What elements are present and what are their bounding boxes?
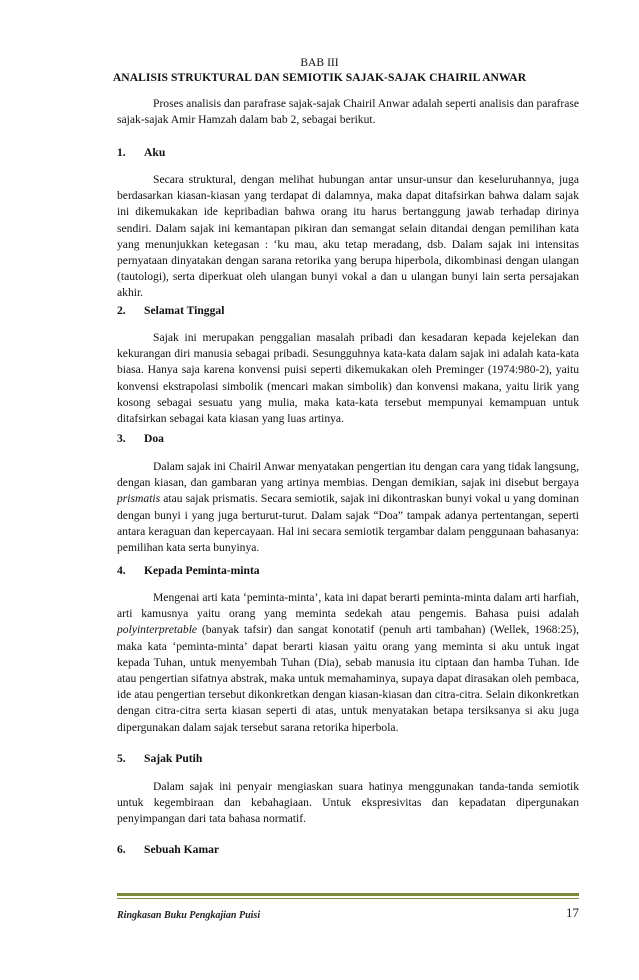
intro-text: Proses analisis dan parafrase sajak-sajak Chairil Anwar adalah seperti analisis dan parafrase sajak-sajak Amir Hamzah dalam bab 2, sebagai berikut. (117, 97, 579, 127)
section-heading-kepada-peminta-minta (117, 564, 260, 577)
section-body-text-part-1: Mengenai arti kata ‘peminta-minta’, kata ini dapat berarti peminta-minta dalam arti harfiah, arti kamusnya yaitu orang yang meminta sedekah atau pengemis. Bahasa puisi adalah (117, 591, 579, 621)
section-number: 2. (117, 304, 126, 317)
footer-rule-thick (117, 893, 579, 896)
section-number: 5. (117, 752, 126, 765)
section-heading-sajak-putih (117, 752, 202, 765)
section-heading-sebuah-kamar (117, 843, 219, 856)
section-body-text-part-2: (banyak tafsir) dan sangat konotatif (penuh arti tambahan) (Wellek, 1968:25), maka kata ‘peminta-minta’ dapat berarti kiasan yaitu orang yang meminta si aku untuk ingat kepada Tuhan, untuk menyembah Tuhan (Dia), sebab manusia itu ciptaan dan hamba Tuhan. Ide atau pengertian sifatnya abstrak, maka untuk memahaminya, supaya dapat dirasakan oleh pembaca, ide atau pengertian tersebut dikonkretkan dengan kiasan-kiasan dan citra-citra. Selain dikonkretkan dengan citra-citra serta kiasan seperti di atas, untuk menyatakan betapa tersiksanya si aku juga dipergunakan dalam sajak tersebut sarana retorika hiperbola. (117, 623, 579, 734)
section-number: 4. (117, 564, 126, 577)
section-title: Sajak Putih (144, 752, 203, 765)
section-body-emphasis: prismatis (117, 492, 161, 506)
footer-book-title: Ringkasan Buku Pengkajian Puisi (117, 910, 261, 921)
section-body-text-part-1: Dalam sajak ini Chairil Anwar menyatakan pengertian itu dengan cara yang tidak langsung, dengan kiasan, dan gambaran yang artinya membias. Dengan demikian, sajak ini disebut bergaya (117, 460, 579, 490)
section-body-kepada-peminta-minta (117, 590, 579, 736)
section-heading-aku (117, 146, 165, 159)
section-body-text: Dalam sajak ini penyair mengiaskan suara hatinya menggunakan tanda-tanda semiotik untuk kegembiraan dan kebahagiaan. Untuk ekspresivitas dan kepadatan dipergunakan penyimpangan dari tata bahasa normatif. (117, 780, 579, 826)
section-number: 6. (117, 843, 126, 856)
section-body-text-part-2: atau sajak prismatis. Secara semiotik, sajak ini dikontraskan bunyi vokal u yang dominan dengan bunyi i yang juga berturut-turut. Dalam sajak “Doa” tampak adanya pertentangan, seperti antara keraguan dan kepercayaan. Hal ini secara semiotik tergambar dalam penggunaan bahasanya: pemilihan kata serta bunyinya. (117, 492, 579, 555)
section-number: 1. (117, 146, 126, 159)
footer-rule-thin (117, 898, 579, 899)
chapter-label: BAB III (300, 56, 339, 69)
section-heading-selamat-tinggal (117, 304, 224, 317)
section-body-emphasis: polyinterpretable (117, 623, 198, 637)
section-body-aku (117, 172, 579, 302)
section-body-text: Secara struktural, dengan melihat hubungan antar unsur-unsur dan keseluruhannya, juga berdasarkan kiasan-kiasan yang terdapat di dalamnya, maka dapat ditafsirkan bahwa dalam sajak ini dikemukakan ide kepribadian bahwa orang itu harus bertanggung jawab terhadap dirinya sendiri. Dalam sajak ini kemantapan pikiran dan semangat selain ditandai dengan pemilihan kata yang menunjukkan ketegasan : ‘ku mau, aku tetap meradang, dsb. Dalam sajak ini intensitas pernyataan dinyatakan dengan sarana retorika yang berupa hiperbola, dikombinasi dengan ulangan (tautologi), serta diperkuat oleh ulangan bunyi vokal a dan u ulangan bunyi lain serta persajakan akhir. (117, 173, 579, 300)
section-title: Selamat Tinggal (144, 304, 225, 317)
section-body-text: Sajak ini merupakan penggalian masalah pribadi dan kesadaran kepada kejelekan dan kekurangan diri manusia sebagai pribadi. Sesungguhnya kata-kata dalam sajak ini adalah kata-kata biasa. Hanya saja karena konvensi puisi seperti dikemukakan oleh Preminger (1974:980-2), yaitu konvensi ekstrapolasi simbolik (mencari makan simbolik) dan konvensi makana, yaitu lirik yang kosong sebagai sesuatu yang mulia, maka kata-kata tersebut mempunyai kemampuan untuk ditafsirkan sebagai kata kiasan yang luas artinya. (117, 331, 579, 426)
chapter-title: ANALISIS STRUKTURAL DAN SEMIOTIK SAJAK-SAJAK CHAIRIL ANWAR (112, 71, 527, 84)
section-body-selamat-tinggal (117, 330, 579, 427)
section-heading-doa (117, 432, 164, 445)
section-title: Doa (144, 432, 164, 445)
section-title: Aku (144, 146, 166, 159)
section-number: 3. (117, 432, 126, 445)
intro-paragraph (117, 96, 579, 128)
section-body-doa (117, 459, 579, 556)
section-title: Kepada Peminta-minta (144, 564, 260, 577)
section-body-sajak-putih (117, 779, 579, 828)
section-title: Sebuah Kamar (144, 843, 220, 856)
page-number: 17 (566, 905, 579, 920)
